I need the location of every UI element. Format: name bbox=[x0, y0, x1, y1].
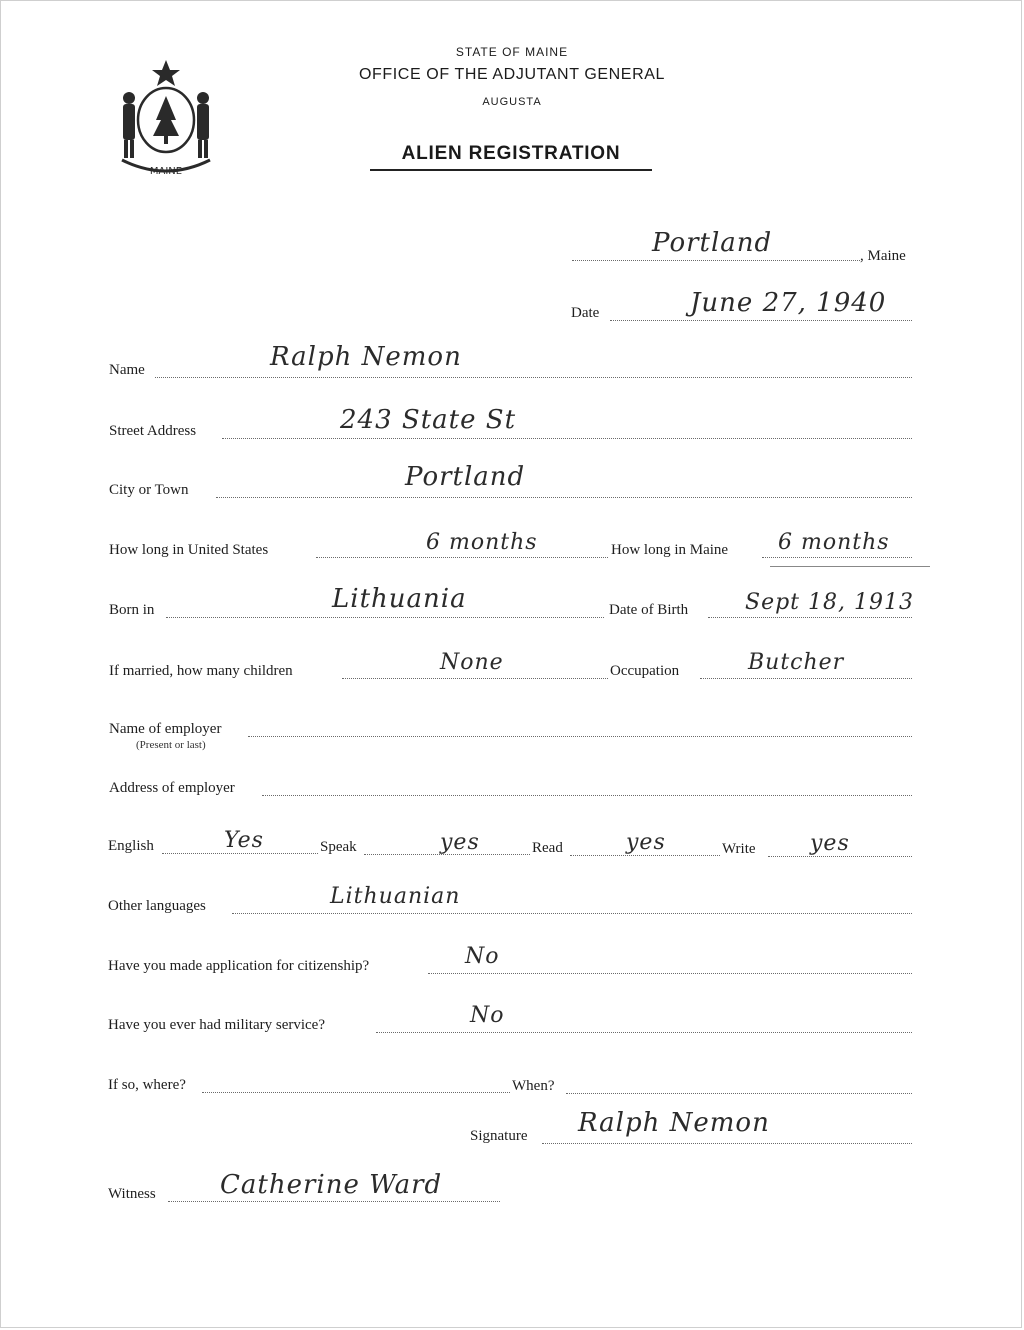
header-office: OFFICE OF THE ADJUTANT GENERAL bbox=[358, 66, 666, 83]
signature-line bbox=[542, 1143, 912, 1144]
how-long-us-label: How long in United States bbox=[109, 542, 269, 558]
military-label: Have you ever had military service? bbox=[108, 1017, 325, 1033]
witness-line bbox=[168, 1201, 500, 1202]
date-label: Date bbox=[571, 305, 600, 321]
read-label: Read bbox=[532, 840, 563, 856]
born-in-label: Born in bbox=[109, 602, 155, 618]
street-address-value: 243 State St bbox=[340, 405, 517, 435]
how-long-maine-value: 6 months bbox=[778, 530, 890, 555]
children-line bbox=[342, 678, 608, 679]
born-in-value: Lithuania bbox=[332, 584, 467, 614]
witness-value: Catherine Ward bbox=[220, 1170, 443, 1200]
occupation-label: Occupation bbox=[610, 663, 680, 679]
header-state: STATE OF MAINE bbox=[455, 45, 569, 59]
where-line bbox=[202, 1092, 510, 1093]
english-value: Yes bbox=[224, 828, 264, 853]
write-value: yes bbox=[810, 831, 850, 856]
born-in-line bbox=[166, 617, 604, 618]
signature-label: Signature bbox=[470, 1128, 528, 1144]
citizenship-line bbox=[428, 973, 912, 974]
header-city: AUGUSTA bbox=[482, 96, 542, 108]
name-label: Name bbox=[109, 362, 145, 378]
street-address-label: Street Address bbox=[109, 423, 197, 439]
speak-label: Speak bbox=[320, 839, 357, 855]
how-long-us-line bbox=[316, 557, 608, 558]
children-value: None bbox=[440, 650, 504, 675]
military-line bbox=[376, 1032, 912, 1033]
english-line bbox=[162, 853, 318, 854]
city-label: City or Town bbox=[109, 482, 189, 498]
employer-name-line bbox=[248, 736, 912, 737]
signature-value: Ralph Nemon bbox=[578, 1108, 770, 1138]
other-languages-label: Other languages bbox=[108, 898, 206, 914]
location-line bbox=[572, 260, 860, 261]
city-line bbox=[216, 497, 912, 498]
form-title: ALIEN REGISTRATION bbox=[370, 143, 652, 171]
location-suffix: , Maine bbox=[860, 248, 906, 264]
street-address-line bbox=[222, 438, 912, 439]
dob-label: Date of Birth bbox=[609, 602, 689, 618]
svg-text:MAINE: MAINE bbox=[149, 166, 183, 177]
children-label: If married, how many children bbox=[109, 663, 293, 679]
employer-address-label: Address of employer bbox=[109, 780, 235, 796]
occupation-line bbox=[700, 678, 912, 679]
how-long-maine-line bbox=[762, 557, 912, 558]
location-value: Portland bbox=[652, 228, 773, 258]
date-value: June 27, 1940 bbox=[690, 288, 887, 318]
when-line bbox=[566, 1093, 912, 1094]
dob-value: Sept 18, 1913 bbox=[745, 590, 914, 615]
how-long-us-value: 6 months bbox=[426, 530, 538, 555]
other-languages-line bbox=[232, 913, 912, 914]
witness-label: Witness bbox=[108, 1186, 156, 1202]
military-value: No bbox=[470, 1003, 505, 1028]
read-line bbox=[570, 855, 720, 856]
how-long-maine-underline bbox=[770, 566, 930, 567]
speak-value: yes bbox=[440, 830, 480, 855]
read-value: yes bbox=[626, 830, 666, 855]
citizenship-label: Have you made application for citizenship? bbox=[108, 958, 370, 974]
write-line bbox=[768, 856, 912, 857]
english-label: English bbox=[108, 838, 154, 854]
dob-line bbox=[708, 617, 912, 618]
write-label: Write bbox=[722, 841, 756, 857]
name-line bbox=[155, 377, 912, 378]
other-languages-value: Lithuanian bbox=[330, 884, 461, 909]
where-label: If so, where? bbox=[108, 1077, 186, 1093]
name-value: Ralph Nemon bbox=[270, 342, 462, 372]
occupation-value: Butcher bbox=[748, 650, 845, 675]
citizenship-value: No bbox=[465, 944, 500, 969]
employer-name-sublabel: (Present or last) bbox=[136, 739, 206, 751]
date-line bbox=[610, 320, 912, 321]
employer-address-line bbox=[262, 795, 912, 796]
city-value: Portland bbox=[405, 462, 526, 492]
when-label: When? bbox=[512, 1078, 555, 1094]
how-long-maine-label: How long in Maine bbox=[611, 542, 729, 558]
employer-name-label: Name of employer bbox=[109, 721, 222, 737]
